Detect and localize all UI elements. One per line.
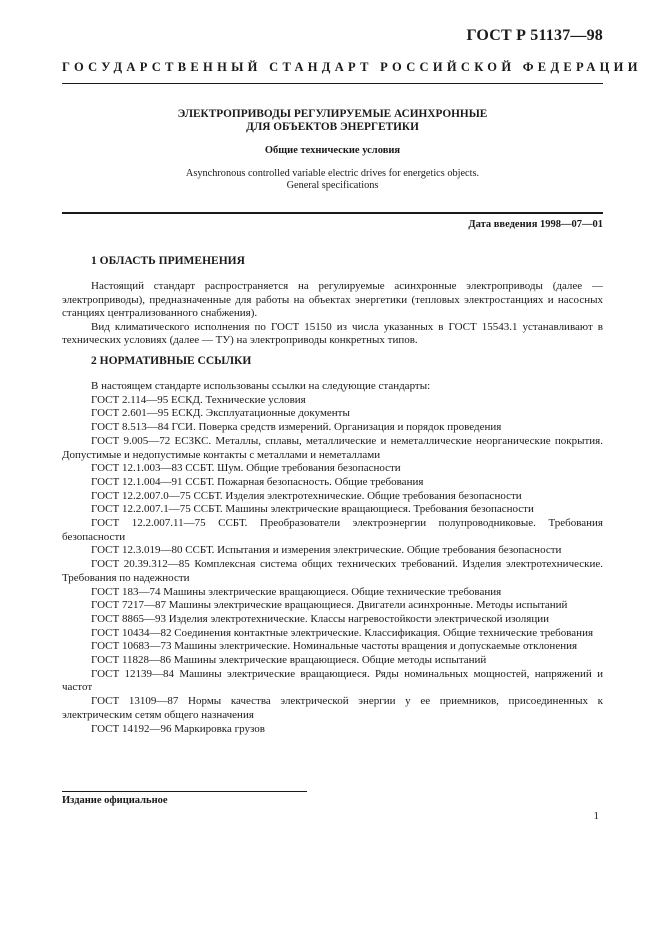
references-intro: В настоящем стандарте использованы ссылки на следующие стандарты: xyxy=(91,380,431,392)
reference-item: ГОСТ 2.114—95 ЕСКД. Технические условия xyxy=(91,393,306,406)
reference-item: ГОСТ 12.2.007.1—75 ССБТ. Машины электрические вращающиеся. Требования безопасности xyxy=(91,503,534,516)
paragraph: Вид климатического исполнения по ГОСТ 15150 из числа указанных в ГОСТ 15543.1 устанавливают в технических условиях (далее — ТУ) на электроприводы конкретных типов. xyxy=(62,320,603,346)
title-line: ДЛЯ ОБЪЕКТОВ ЭНЕРГЕТИКИ xyxy=(246,121,419,133)
reference-item: ГОСТ 12.2.007.11—75 ССБТ. Преобразователи электроэнергии полупроводниковые. Требования безопасности xyxy=(62,517,603,543)
reference-item: ГОСТ 12139—84 Машины электрические вращающиеся. Ряды номинальных мощностей, напряжений и частот xyxy=(62,667,603,694)
edition-divider xyxy=(62,791,307,792)
reference-item: ГОСТ 12.3.019—80 ССБТ. Испытания и измерения электрические. Общие требования безопасности xyxy=(91,544,562,557)
reference-item: ГОСТ 183—74 Машины электрические вращающиеся. Общие технические требования xyxy=(91,585,502,598)
reference-item: ГОСТ 10683—73 Машины электрические. Номинальные частоты вращения и допускаемые отклонения xyxy=(91,640,578,653)
reference-item: ГОСТ 13109—87 Нормы качества электрической энергии у ее приемников, присоединенных к электрическим сетям общего назначения xyxy=(62,695,603,721)
english-title xyxy=(62,168,603,192)
section-1-heading: 1 ОБЛАСТЬ ПРИМЕНЕНИЯ xyxy=(91,255,245,267)
reference-item: ГОСТ 20.39.312—85 Комплексная система общих технических требований. Изделия электротехнические. Требования по надежности xyxy=(62,558,603,584)
document-subtitle: Общие технические условия xyxy=(264,145,401,156)
reference-item: ГОСТ 10434—82 Соединения контактные электрические. Классификация. Общие технические требования xyxy=(91,626,594,639)
english-title-line: Asynchronous controlled variable electric drives for energetics objects. xyxy=(185,168,480,179)
section-2-heading: 2 НОРМАТИВНЫЕ ССЫЛКИ xyxy=(91,355,252,367)
reference-item: ГОСТ 12.2.007.0—75 ССБТ. Изделия электротехнические. Общие требования безопасности xyxy=(91,489,522,502)
document-id: ГОСТ Р 51137—98 xyxy=(466,27,603,44)
reference-item: ГОСТ 7217—87 Машины электрические вращающиеся. Двигатели асинхронные. Методы испытаний xyxy=(91,599,568,612)
document-title xyxy=(62,108,603,134)
title-line: ЭЛЕКТРОПРИВОДЫ РЕГУЛИРУЕМЫЕ АСИНХРОННЫЕ xyxy=(177,108,488,120)
header-divider xyxy=(62,83,603,84)
reference-item: ГОСТ 11828—86 Машины электрические вращающиеся. Общие методы испытаний xyxy=(91,654,487,667)
title-divider xyxy=(62,212,603,214)
reference-item: ГОСТ 12.1.003—83 ССБТ. Шум. Общие требования безопасности xyxy=(91,462,401,475)
state-standard-header: ГОСУДАРСТВЕННЫЙ СТАНДАРТ РОССИЙСКОЙ ФЕДЕРАЦИИ xyxy=(62,60,642,74)
edition-note: Издание официальное xyxy=(62,795,168,806)
english-title-line: General specifications xyxy=(286,180,379,191)
page-number: 1 xyxy=(593,810,599,822)
introduction-date: Дата введения 1998—07—01 xyxy=(468,219,603,230)
section-1-body xyxy=(62,280,603,348)
reference-item: ГОСТ 8865—93 Изделия электротехнические. Классы нагревостойкости электрической изоляции xyxy=(91,612,549,625)
reference-item: ГОСТ 14192—96 Маркировка грузов xyxy=(91,722,265,735)
reference-item: ГОСТ 2.601—95 ЕСКД. Эксплуатационные документы xyxy=(91,407,350,420)
reference-item: ГОСТ 12.1.004—91 ССБТ. Пожарная безопасность. Общие требования xyxy=(91,475,424,488)
reference-item: ГОСТ 9.005—72 ЕСЗКС. Металлы, сплавы, металлические и неметаллические неорганические покрытия. Допустимые и недопустимые контакты с металлами и неметаллами xyxy=(62,434,603,461)
paragraph: Настоящий стандарт распространяется на регулируемые асинхронные электроприводы (далее — электроприводы), предназначенные для работы на объектах энергетики (тепловых электростанциях и насосных станциях централизованного снабжения). xyxy=(62,280,603,319)
reference-item: ГОСТ 8.513—84 ГСИ. Поверка средств измерений. Организация и порядок проведения xyxy=(91,421,502,434)
normative-references-list xyxy=(62,380,603,736)
